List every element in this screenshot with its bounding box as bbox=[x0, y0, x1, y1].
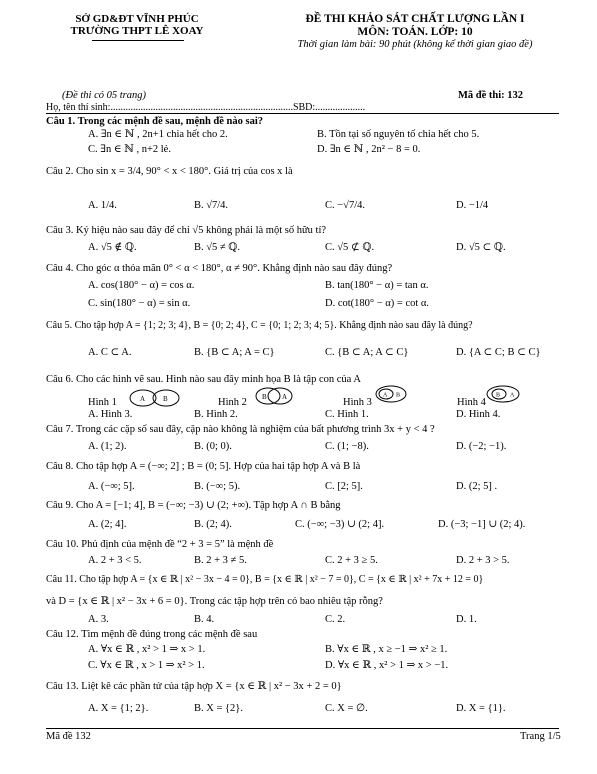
option-a: A. √5 ∉ ℚ. bbox=[88, 242, 137, 253]
option-b: B. √7/4. bbox=[194, 200, 229, 211]
set-b-label: B bbox=[163, 395, 168, 403]
option-d: D. 1. bbox=[456, 614, 477, 625]
option-c: C. Hình 1. bbox=[325, 409, 369, 420]
option-c: C. 2 + 3 ≥ 5. bbox=[325, 555, 378, 566]
question-stem: Câu 9. Cho A = [−1; 4], B = (−∞; −3) ∪ (2; +∞). Tập hợp A ∩ B bằng bbox=[46, 500, 341, 511]
option-d: D. ∀x ∈ ℝ , x² > 1 ⇒ x > −1. bbox=[325, 660, 449, 671]
option-d: D. √5 ⊂ ℚ. bbox=[456, 242, 506, 253]
option-a: A. X = {1; 2}. bbox=[88, 703, 149, 714]
exam-time: Thời gian làm bài: 90 phút (không kể thời gian giao đề) bbox=[297, 39, 533, 50]
question-stem: Câu 4. Cho góc α thỏa mãn 0° < α < 180°, α ≠ 90°. Khẳng định nào sau đây đúng? bbox=[46, 263, 393, 274]
option-b: B. {B ⊂ A; A = C} bbox=[194, 347, 275, 358]
option-c: C. −√7/4. bbox=[325, 200, 365, 211]
venn-figure-2 bbox=[250, 386, 300, 406]
option-d: D. cot(180° − α) = cot α. bbox=[325, 298, 430, 309]
option-b: B. tan(180° − α) = tan α. bbox=[325, 280, 429, 291]
set-b-label: B bbox=[262, 393, 267, 401]
footer-rule bbox=[46, 728, 559, 729]
option-a: A. cos(180° − α) = cos α. bbox=[88, 280, 195, 291]
school-dept: SỞ GD&ĐT VĨNH PHÚC bbox=[75, 13, 199, 25]
question-stem: Câu 6. Cho các hình vẽ sau. Hình nào sau đây minh họa B là tập con của A bbox=[46, 374, 361, 385]
set-b-circle bbox=[376, 386, 406, 402]
option-d: D. {A ⊂ C; B ⊂ C} bbox=[456, 347, 541, 358]
figure-label-1: Hình 1 bbox=[88, 397, 117, 408]
option-a: A. 2 + 3 < 5. bbox=[88, 555, 142, 566]
exam-title: ĐỀ THI KHẢO SÁT CHẤT LƯỢNG LẦN I bbox=[305, 13, 525, 25]
option-c: C. (−∞; −3) ∪ (2; 4]. bbox=[295, 519, 385, 530]
set-b-label: B bbox=[496, 392, 501, 399]
venn-figure-4 bbox=[484, 384, 522, 404]
question-stem: Câu 11. Cho tập hợp A = {x ∈ ℝ | x² − 3x − 4 = 0}, B = {x ∈ ℝ | x² − 7 = 0}, C = {x ∈ ℝ | x² + 7x + 12 = 0} bbox=[46, 574, 484, 585]
candidate-line: Họ, tên thí sinh:.........................................................................SBD:.................... bbox=[46, 102, 366, 113]
exam-code: Mã đề thi: 132 bbox=[458, 90, 524, 101]
exam-subject: MÔN: TOÁN. LỚP: 10 bbox=[357, 26, 473, 38]
header-rule bbox=[46, 113, 559, 114]
venn-figure-1 bbox=[124, 388, 184, 408]
option-b: B. Hình 2. bbox=[194, 409, 238, 420]
option-a: A. (2; 4]. bbox=[88, 519, 127, 530]
question-stem: Câu 2. Cho sin x = 3/4, 90° < x < 180°. Giá trị của cos x là bbox=[46, 166, 293, 177]
option-a: A. ∀x ∈ ℝ , x² > 1 ⇒ x > 1. bbox=[88, 644, 206, 655]
option-b: B. (0; 0). bbox=[194, 441, 232, 452]
question-stem: Câu 12. Tìm mệnh đề đúng trong các mệnh đề sau bbox=[46, 629, 258, 640]
question-stem: Câu 5. Cho tập hợp A = {1; 2; 3; 4}, B = {0; 2; 4}, C = {0; 1; 2; 3; 4; 5}. Khẳng định nào sau đây là đúng? bbox=[46, 320, 473, 331]
option-b: B. ∀x ∈ ℝ , x ≥ −1 ⇒ x² ≥ 1. bbox=[325, 644, 448, 655]
option-c: C. ∀x ∈ ℝ , x > 1 ⇒ x² > 1. bbox=[88, 660, 205, 671]
option-b: B. Tồn tại số nguyên tố chia hết cho 5. bbox=[317, 129, 480, 140]
option-c: C. [2; 5]. bbox=[325, 481, 363, 492]
option-a: A. ∃n ∈ ℕ , 2n+1 chia hết cho 2. bbox=[88, 129, 228, 140]
option-b: B. 2 + 3 ≠ 5. bbox=[194, 555, 247, 566]
option-c: C. X = ∅. bbox=[325, 703, 368, 714]
option-d: D. Hình 4. bbox=[456, 409, 501, 420]
venn-figure-3 bbox=[374, 384, 408, 404]
question-stem: Câu 8. Cho tập hợp A = (−∞; 2] ; B = (0; 5]. Hợp của hai tập hợp A và B là bbox=[46, 461, 361, 472]
option-c: C. {B ⊂ A; A ⊂ C} bbox=[325, 347, 409, 358]
question-stem: Câu 13. Liệt kê các phần tử của tập hợp X = {x ∈ ℝ | x² − 3x + 2 = 0} bbox=[46, 681, 342, 692]
footer-code: Mã đề 132 bbox=[46, 731, 91, 742]
option-d: D. (2; 5] . bbox=[456, 481, 498, 492]
option-d: D. (−2; −1). bbox=[456, 441, 507, 452]
option-c: C. ∃n ∈ ℕ , n+2 lẻ. bbox=[88, 144, 171, 155]
option-b: B. 4. bbox=[194, 614, 215, 625]
option-d: D. 2 + 3 > 5. bbox=[456, 555, 510, 566]
option-b: B. √5 ≠ ℚ. bbox=[194, 242, 241, 253]
option-d: D. (−3; −1] ∪ (2; 4). bbox=[438, 519, 526, 530]
question-stem: Câu 1. Trong các mệnh đề sau, mệnh đề nào sai? bbox=[46, 116, 264, 127]
option-a: A. C ⊂ A. bbox=[88, 347, 132, 358]
option-c: C. sin(180° − α) = sin α. bbox=[88, 298, 191, 309]
option-d: D. ∃n ∈ ℕ , 2n² − 8 = 0. bbox=[317, 144, 421, 155]
school-name: TRƯỜNG THPT LÊ XOAY bbox=[70, 25, 204, 37]
pages-note: (Đề thi có 05 trang) bbox=[62, 90, 146, 101]
option-a: A. 1/4. bbox=[88, 200, 117, 211]
option-d: D. X = {1}. bbox=[456, 703, 506, 714]
figure-label-3: Hình 3 bbox=[343, 397, 372, 408]
set-a-label: A bbox=[383, 392, 388, 399]
set-b-label: B bbox=[396, 392, 401, 399]
option-c: C. √5 ⊄ ℚ. bbox=[325, 242, 375, 253]
figure-label-4: Hình 4 bbox=[457, 397, 486, 408]
option-b: B. (2; 4). bbox=[194, 519, 232, 530]
option-c: C. 2. bbox=[325, 614, 346, 625]
option-b: B. X = {2}. bbox=[194, 703, 243, 714]
set-a-label: A bbox=[140, 395, 146, 403]
option-a: A. Hình 3. bbox=[88, 409, 133, 420]
set-a-label: A bbox=[510, 392, 515, 399]
option-a: A. 3. bbox=[88, 614, 109, 625]
question-stem: Câu 7. Trong các cặp số sau đây, cặp nào không là nghiệm của bất phương trình 3x + y < 4 ? bbox=[46, 424, 435, 435]
question-stem: Câu 10. Phủ định của mệnh đề “2 + 3 = 5” là mệnh đề bbox=[46, 539, 274, 550]
page-number: Trang 1/5 bbox=[520, 731, 561, 742]
set-a-label: A bbox=[282, 393, 288, 401]
option-c: C. (1; −8). bbox=[325, 441, 369, 452]
option-a: A. (−∞; 5]. bbox=[88, 481, 135, 492]
question-stem-cont: và D = {x ∈ ℝ | x² − 3x + 6 = 0}. Trong các tập hợp trên có bao nhiêu tập rỗng? bbox=[46, 596, 383, 607]
option-b: B. (−∞; 5). bbox=[194, 481, 241, 492]
option-d: D. −1/4 bbox=[456, 200, 489, 211]
figure-label-2: Hình 2 bbox=[218, 397, 247, 408]
option-a: A. (1; 2). bbox=[88, 441, 127, 452]
school-underline bbox=[92, 40, 184, 41]
question-stem: Câu 3. Ký hiệu nào sau đây để chỉ √5 không phải là một số hữu tỉ? bbox=[46, 225, 327, 236]
